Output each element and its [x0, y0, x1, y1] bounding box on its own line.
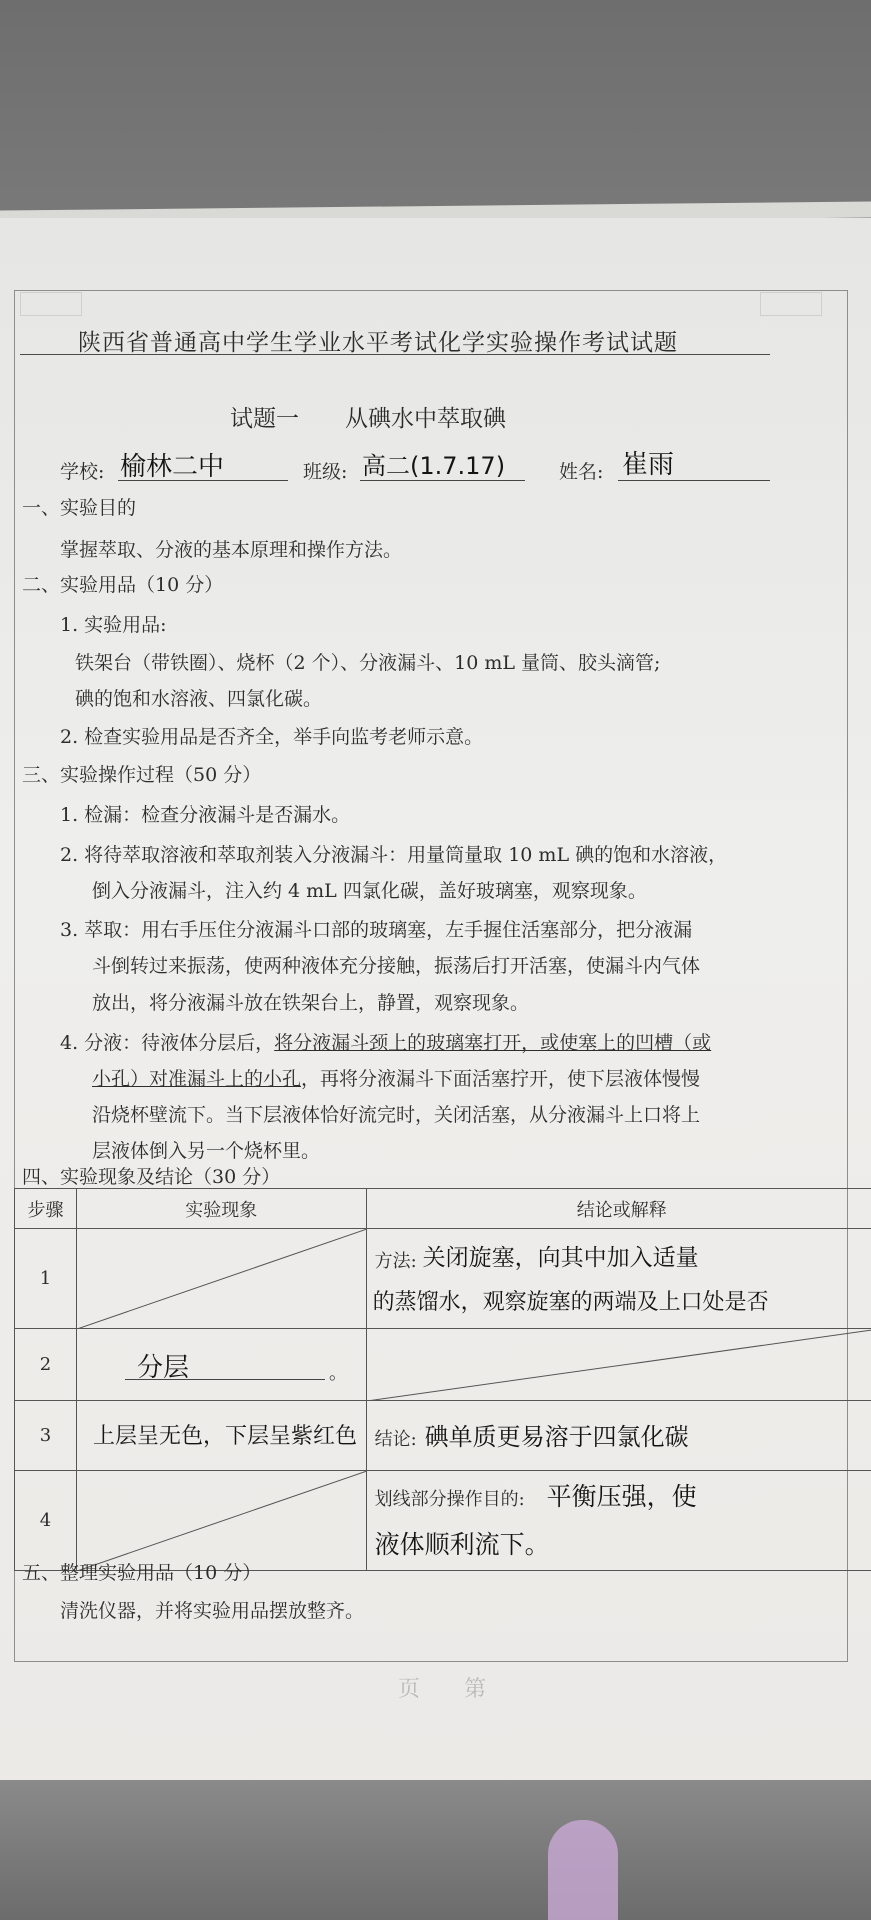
show-through-mark — [20, 292, 82, 316]
row-1-method-label: 方法: — [374, 1251, 417, 1272]
row-2-answer: 分层 — [136, 1353, 189, 1383]
table-row — [15, 1401, 871, 1471]
row-1-answer-line1: 关闭旋塞，向其中加入适量 — [422, 1245, 699, 1271]
row-3-conclusion-label: 结论: — [374, 1429, 417, 1450]
step-4-continuation: ，再将分液漏斗下面活塞拧开，使下层液体慢慢 — [301, 1068, 701, 1090]
results-table — [14, 1188, 871, 1571]
table-row — [15, 1329, 871, 1401]
row-3-conclusion — [366, 1401, 871, 1471]
section-2-heading: 二、实验用品（10 分） — [22, 574, 224, 596]
table-row — [15, 1229, 871, 1329]
school-label: 学校: — [60, 461, 105, 483]
step-3-text-line2: 斗倒转过来振荡，使两种液体充分接触，振荡后打开活塞，使漏斗内气体 — [92, 955, 701, 977]
school-underline — [118, 480, 288, 481]
section-1-heading: 一、实验目的 — [22, 497, 137, 519]
row-2-step: 2 — [15, 1329, 77, 1401]
step-4-intro: 4. 分液：待液体分层后， — [60, 1032, 275, 1054]
step-3-text-line1: 3. 萃取：用右手压住分液漏斗口部的玻璃塞，左手握住活塞部分，把分液漏 — [60, 919, 693, 941]
row-2-underline — [125, 1379, 325, 1380]
row-1-phenomenon — [76, 1229, 366, 1329]
step-3-text-line3: 放出，将分液漏斗放在铁架台上，静置，观察现象。 — [92, 992, 530, 1014]
show-through-mark — [760, 292, 822, 316]
step-4-text-line2 — [92, 1064, 700, 1091]
row-1-step: 1 — [15, 1229, 77, 1329]
step-4-text-line3: 沿烧杯壁流下。当下层液体恰好流完时，关闭活塞，从分液漏斗上口将上 — [92, 1104, 701, 1126]
row-3-answer-conclusion: 碘单质更易溶于四氯化碳 — [424, 1423, 689, 1451]
school-handwriting: 榆林二中 — [120, 452, 225, 482]
row-4-strike-diagonal — [77, 1471, 367, 1571]
table-row — [15, 1471, 871, 1571]
step-4-text-line1 — [60, 1028, 711, 1055]
header-rule — [20, 354, 770, 355]
step-2-text-line2: 倒入分液漏斗，注入约 4 mL 四氯化碳，盖好玻璃塞，观察现象。 — [92, 880, 647, 902]
class-underline — [360, 480, 525, 481]
step-4-text-line4: 层液体倒入另一个烧杯里。 — [92, 1140, 321, 1162]
section-2-item1: 1. 实验用品: — [60, 614, 167, 636]
row-4-purpose-label: 划线部分操作目的: — [374, 1489, 525, 1510]
header-conclusion: 结论或解释 — [366, 1189, 871, 1229]
row-4-answer-line2: 液体顺利流下。 — [374, 1530, 550, 1559]
exam-title: 试题一 从碘水中萃取碘 — [230, 406, 506, 432]
step-4-underlined-part1: 将分液漏斗颈上的玻璃塞打开，或使塞上的凹槽（或 — [274, 1032, 712, 1054]
row-2-conclusion — [366, 1329, 871, 1401]
row-3-answer: 上层呈无色，下层呈紫红色 — [92, 1424, 357, 1449]
class-handwriting: 高二(1.7.17) — [362, 452, 506, 480]
name-handwriting: 崔雨 — [622, 450, 675, 480]
row-3-phenomenon — [76, 1401, 366, 1471]
row-4-phenomenon — [76, 1471, 366, 1571]
finger-blob — [548, 1820, 618, 1920]
header-phenomenon: 实验现象 — [76, 1189, 366, 1229]
name-underline — [618, 480, 770, 481]
header-step: 步骤 — [15, 1189, 77, 1229]
row-4-step: 4 — [15, 1471, 77, 1571]
document-header: 陕西省普通高中学生学业水平考试化学实验操作考试试题 — [78, 330, 678, 356]
class-label: 班级: — [303, 461, 348, 483]
section-4-heading: 四、实验现象及结论（30 分） — [22, 1166, 281, 1188]
name-label: 姓名: — [559, 461, 604, 483]
table-header-row — [15, 1189, 871, 1229]
page-mark: 页 第 — [398, 1677, 487, 1702]
step-2-text-line1: 2. 将待萃取溶液和萃取剂装入分液漏斗：用量筒量取 10 mL 碘的饱和水溶液， — [60, 844, 728, 866]
row-4-conclusion — [366, 1471, 871, 1571]
row-2-period: 。 — [328, 1363, 347, 1384]
row-2-strike-diagonal — [367, 1329, 871, 1401]
desk-bottom — [0, 1780, 871, 1920]
section-1-body: 掌握萃取、分液的基本原理和操作方法。 — [60, 539, 403, 561]
row-4-answer-line1: 平衡压强，使 — [546, 1482, 697, 1511]
section-2-item2: 2. 检查实验用品是否齐全，举手向监考老师示意。 — [60, 726, 484, 748]
step-4-underlined-part2: 小孔）对准漏斗上的小孔 — [92, 1068, 302, 1090]
step-1-text: 1. 检漏：检查分液漏斗是否漏水。 — [60, 804, 351, 826]
row-3-step: 3 — [15, 1401, 77, 1471]
section-3-heading: 三、实验操作过程（50 分） — [22, 764, 262, 786]
section-5-body: 清洗仪器，并将实验用品摆放整齐。 — [60, 1600, 365, 1622]
row-1-answer-line2: 的蒸馏水，观察旋塞的两端及上口处是否 — [372, 1290, 769, 1315]
row-2-phenomenon — [76, 1329, 366, 1401]
section-2-item1-line2: 碘的饱和水溶液、四氯化碳。 — [75, 688, 323, 710]
row-1-strike-diagonal — [77, 1229, 367, 1329]
section-2-item1-line1: 铁架台（带铁圈）、烧杯（2 个）、分液漏斗、10 mL 量筒、胶头滴管; — [75, 652, 661, 674]
row-1-conclusion — [366, 1229, 871, 1329]
section-5-heading: 五、整理实验用品（10 分） — [22, 1562, 262, 1584]
